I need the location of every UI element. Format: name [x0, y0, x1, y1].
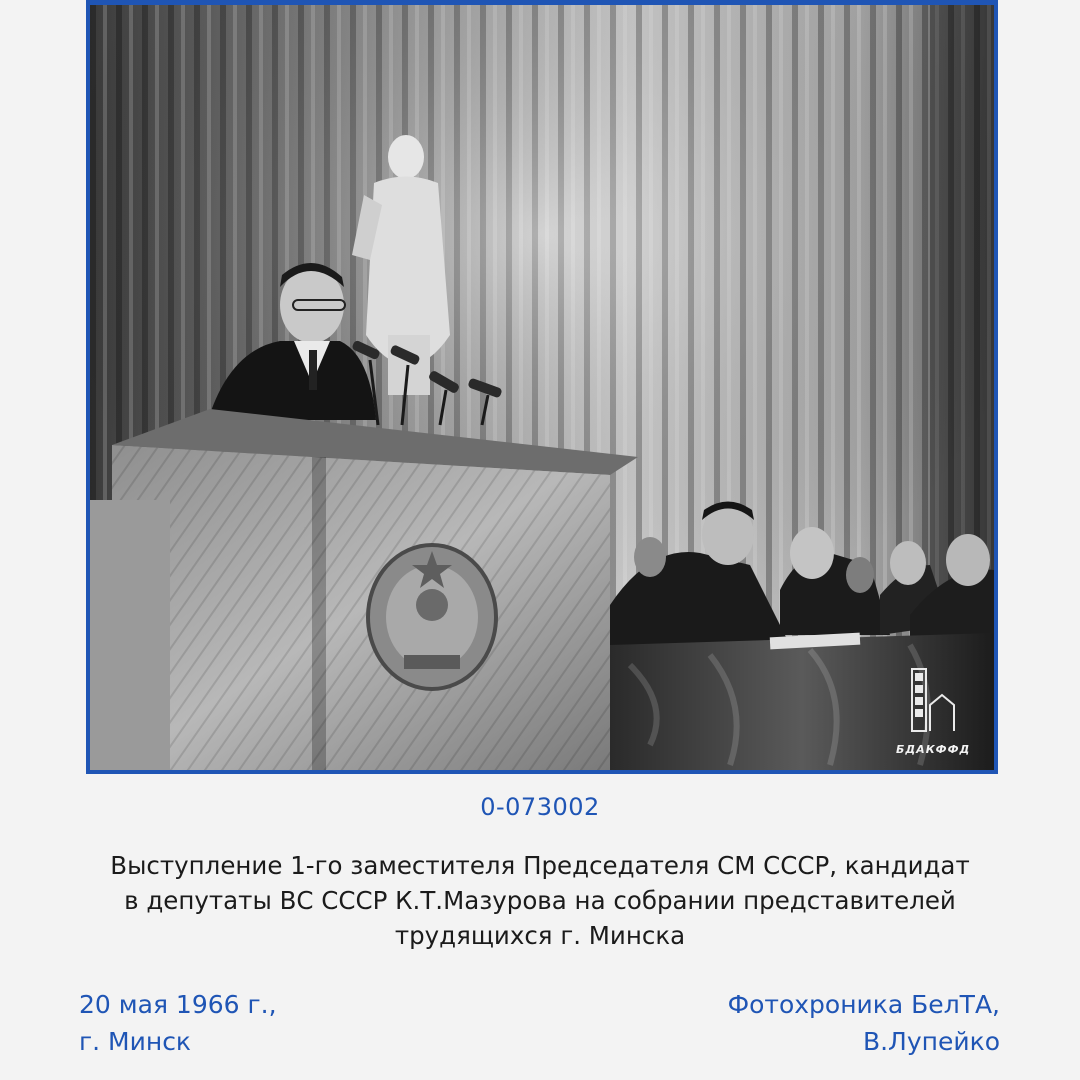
archive-photo-frame — [86, 0, 998, 774]
archive-photo — [90, 5, 994, 770]
archive-logo-text: БДАКФФД — [896, 743, 971, 756]
photo-caption — [40, 848, 1040, 953]
caption-line: в депутаты ВС СССР К.Т.Мазурова на собрании представителей — [124, 886, 956, 915]
podium — [90, 409, 638, 770]
caption-line: Выступление 1-го заместителя Председателя СМ СССР, кандидат — [110, 851, 970, 880]
credit-author: В.Лупейко — [862, 1027, 1000, 1056]
photo-date: 20 мая 1966 г., — [79, 990, 277, 1019]
state-emblem — [368, 545, 496, 689]
catalog-number: 0-073002 — [480, 793, 600, 821]
photo-place: г. Минск — [79, 1027, 192, 1056]
credit-agency: Фотохроника БелТА, — [727, 990, 1000, 1019]
photo-credit — [728, 986, 1000, 1060]
caption-line: трудящихся г. Минска — [394, 921, 686, 950]
date-place — [79, 986, 277, 1060]
